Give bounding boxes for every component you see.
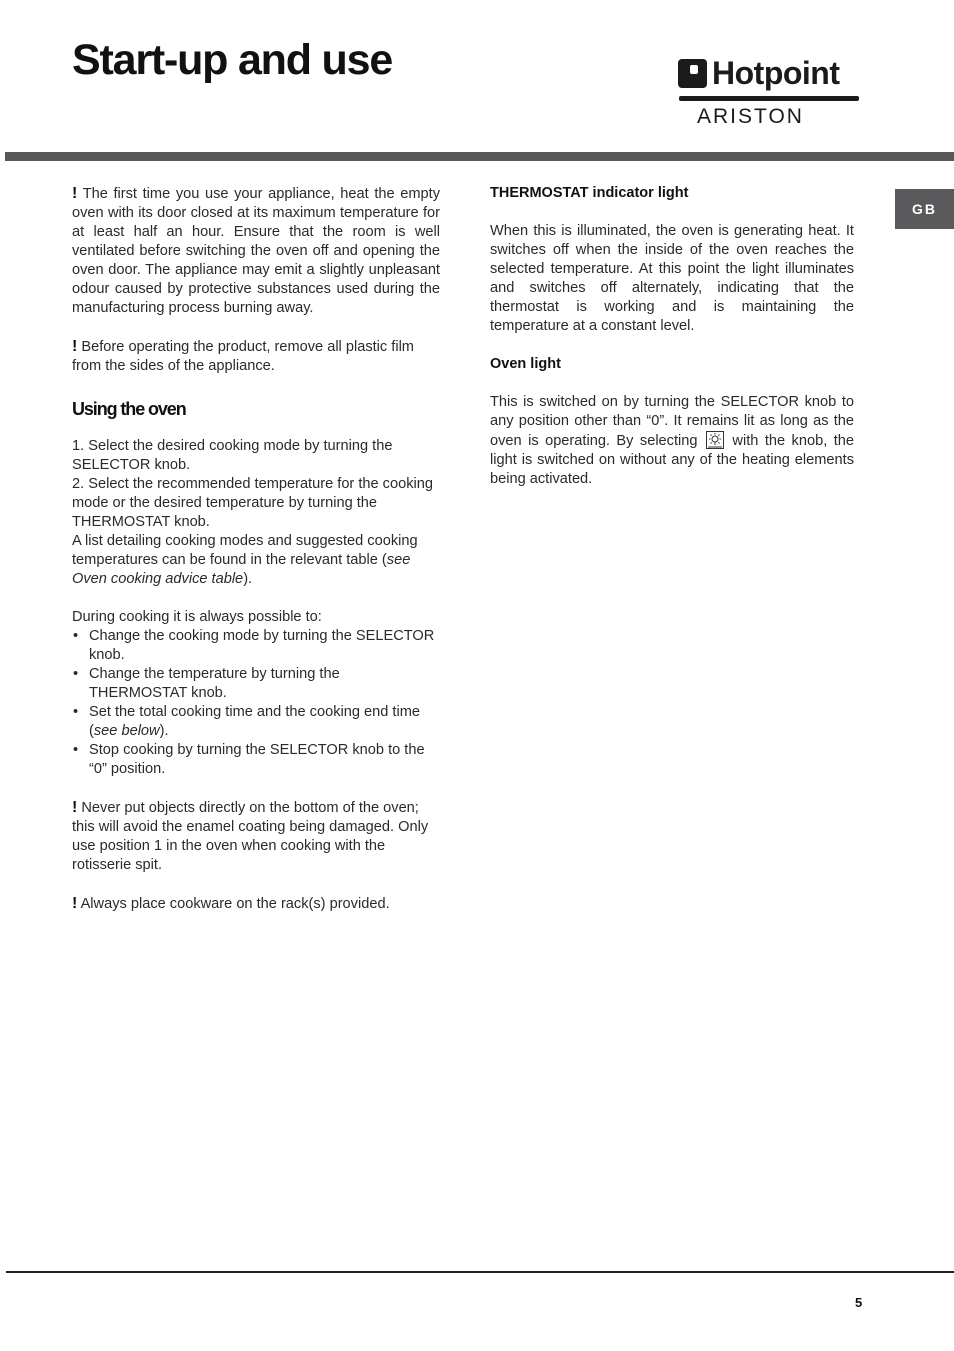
during-cooking-list	[72, 627, 440, 779]
warning-mark: !	[72, 338, 78, 355]
hotpoint-ariston-logo	[678, 55, 860, 131]
oven-light-heading: Oven light	[490, 356, 561, 372]
step-1: 1. Select the desired cooking mode by turning the SELECTOR knob.	[72, 438, 393, 473]
step-2: 2. Select the recommended temperature for the cooking mode or the desired temperature by turning the THERMOSTAT knob.	[72, 476, 433, 530]
warning-rack: ! Always place cookware on the rack(s) provided.	[72, 895, 390, 912]
logo-square-icon	[678, 59, 707, 88]
warning-mark: !	[72, 185, 78, 202]
list-item: • Change the temperature by turning the THERMOSTAT knob.	[72, 665, 440, 703]
warning-mark: !	[72, 799, 78, 816]
section-heading-using-oven: Using the oven	[72, 399, 186, 419]
page-number: 5	[855, 1295, 863, 1310]
logo-bar	[679, 96, 859, 101]
footer-rule	[6, 1271, 954, 1273]
page-title: Start-up and use	[72, 36, 393, 84]
thermostat-indicator-heading: THERMOSTAT indicator light	[490, 185, 689, 201]
header-rule	[5, 152, 954, 161]
cooking-table-reference: see Oven cooking advice table	[72, 552, 411, 587]
right-column	[490, 184, 854, 489]
warning-mark: !	[72, 895, 78, 912]
warning-objects: ! Never put objects directly on the bottom of the oven; this will avoid the enamel coating being damaged. Only use position 1 in the oven when cooking with the rotisserie spit.	[72, 799, 429, 873]
cooking-table-note: A list detailing cooking modes and suggested cooking temperatures can be found in the relevant table (see Oven cooking advice table).	[72, 533, 418, 587]
list-item: • Change the cooking mode by turning the SELECTOR knob.	[72, 627, 440, 665]
list-item: • Stop cooking by turning the SELECTOR knob to the “0” position.	[72, 741, 440, 779]
warning-first-use: ! The first time you use your appliance, heat the empty oven with its door closed at its maximum temperature for at least half an hour. Ensure that the room is well ventilated before switching the oven off and opening the oven door. The appliance may emit a slightly unpleasant odour caused by protective substances used during the manufacturing process burning away.	[72, 185, 440, 316]
left-column	[72, 184, 440, 914]
logo-brand-text: Hotpoint	[712, 54, 840, 91]
warning-plastic-film: ! Before operating the product, remove all plastic film from the sides of the appliance.	[72, 338, 414, 374]
logo-wordmark-row	[678, 55, 840, 91]
language-tab: GB	[895, 189, 954, 229]
during-cooking-intro: During cooking it is always possible to:	[72, 609, 322, 625]
thermostat-indicator-text: When this is illuminated, the oven is generating heat. It switches off when the inside of the oven reaches the selected temperature. At this point the light illuminates and switches off alternately, indicating that the thermostat is working and is maintaining the temperature at a constant level.	[490, 223, 854, 334]
oven-light-text: This is switched on by turning the SELECTOR knob to any position other than “0”. It remains lit as long as the oven is operating. By selecting with the knob, the light is switched on without any of the heating elements being activated.	[490, 394, 854, 487]
list-item: • Set the total cooking time and the cooking end time (see below).	[72, 703, 440, 741]
logo-sub-text: ARISTON	[697, 105, 804, 128]
oven-light-bulb-icon	[706, 431, 724, 449]
